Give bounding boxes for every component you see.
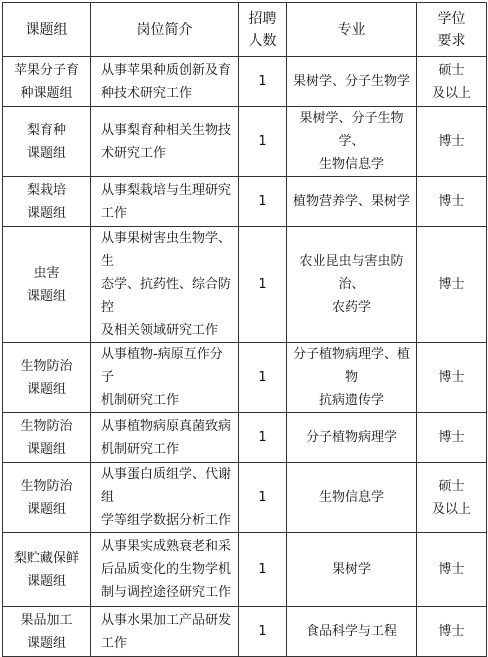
header-degree: 学位 要求 [417, 3, 487, 57]
count-cell: 1 [239, 463, 287, 533]
intro-cell: 从事水果加工产品研发 工作 [91, 607, 239, 657]
count-cell: 1 [239, 227, 287, 343]
header-major: 专业 [287, 3, 417, 57]
degree-cell: 硕士 及以上 [417, 463, 487, 533]
group-cell: 生物防治 课题组 [3, 463, 91, 533]
intro-cell: 从事植物病原真菌致病 机制研究工作 [91, 413, 239, 463]
count-cell: 1 [239, 607, 287, 657]
count-cell: 1 [239, 177, 287, 227]
table-row [3, 227, 487, 343]
table-row [3, 607, 487, 657]
header-intro: 岗位简介 [91, 3, 239, 57]
major-cell: 植物营养学、果树学 [287, 177, 417, 227]
degree-cell: 博士 [417, 177, 487, 227]
count-cell: 1 [239, 57, 287, 107]
major-cell: 农业昆虫与害虫防治、 农药学 [287, 227, 417, 343]
degree-cell: 博士 [417, 227, 487, 343]
table-row [3, 177, 487, 227]
degree-cell: 博士 [417, 107, 487, 177]
group-cell: 梨育种 课题组 [3, 107, 91, 177]
group-cell: 虫害 课题组 [3, 227, 91, 343]
intro-cell: 从事梨育种相关生物技 术研究工作 [91, 107, 239, 177]
header-group: 课题组 [3, 3, 91, 57]
intro-cell: 从事梨栽培与生理研究 工作 [91, 177, 239, 227]
table-row [3, 533, 487, 607]
group-cell: 生物防治 课题组 [3, 413, 91, 463]
major-cell: 食品科学与工程 [287, 607, 417, 657]
intro-cell: 从事植物-病原互作分子 机制研究工作 [91, 343, 239, 413]
table-row [3, 107, 487, 177]
major-cell: 果树学、分子生物学 [287, 57, 417, 107]
table-row [3, 57, 487, 107]
degree-cell: 博士 [417, 533, 487, 607]
count-cell: 1 [239, 413, 287, 463]
recruitment-table [2, 2, 487, 657]
degree-cell: 博士 [417, 343, 487, 413]
degree-cell: 硕士 及以上 [417, 57, 487, 107]
group-cell: 果品加工 课题组 [3, 607, 91, 657]
count-cell: 1 [239, 533, 287, 607]
table-row [3, 413, 487, 463]
degree-cell: 博士 [417, 413, 487, 463]
major-cell: 果树学 [287, 533, 417, 607]
intro-cell: 从事果实成熟衰老和采 后品质变化的生物学机 制与调控途径研究工作 [91, 533, 239, 607]
group-cell: 梨贮藏保鲜 课题组 [3, 533, 91, 607]
table-header-row [3, 3, 487, 57]
header-count: 招聘 人数 [239, 3, 287, 57]
major-cell: 分子植物病理学 [287, 413, 417, 463]
count-cell: 1 [239, 343, 287, 413]
table-row [3, 463, 487, 533]
major-cell: 果树学、分子生物学、 生物信息学 [287, 107, 417, 177]
table-row [3, 343, 487, 413]
group-cell: 苹果分子育 种课题组 [3, 57, 91, 107]
intro-cell: 从事蛋白质组学、代谢组 学等组学数据分析工作 [91, 463, 239, 533]
major-cell: 分子植物病理学、植物 抗病遗传学 [287, 343, 417, 413]
count-cell: 1 [239, 107, 287, 177]
group-cell: 梨栽培 课题组 [3, 177, 91, 227]
major-cell: 生物信息学 [287, 463, 417, 533]
intro-cell: 从事果树害虫生物学、生 态学、抗药性、综合防控 及相关领域研究工作 [91, 227, 239, 343]
degree-cell: 博士 [417, 607, 487, 657]
intro-cell: 从事苹果种质创新及育 种技术研究工作 [91, 57, 239, 107]
group-cell: 生物防治 课题组 [3, 343, 91, 413]
